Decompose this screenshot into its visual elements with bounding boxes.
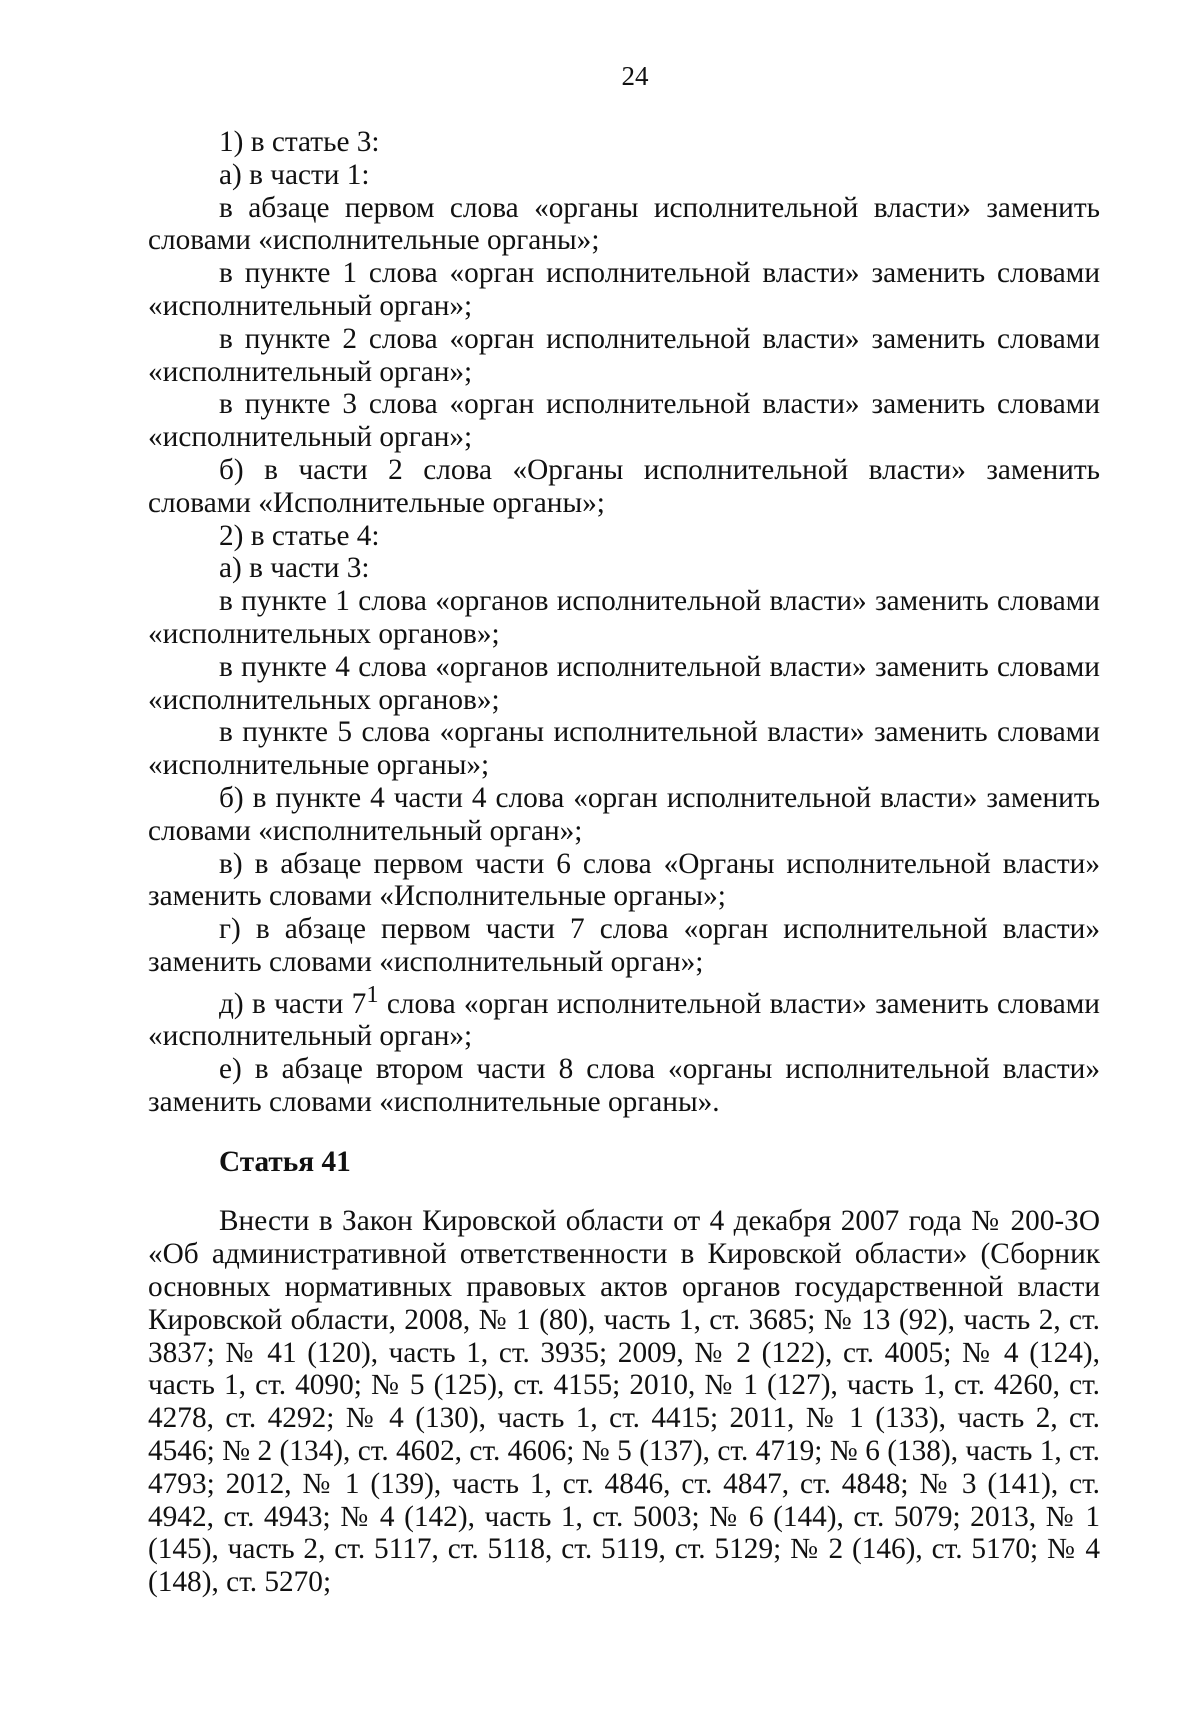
paragraph-d xyxy=(148,979,1100,1053)
paragraph: 2) в статье 4: xyxy=(219,519,380,552)
paragraph: в пункте 1 слова «орган исполнительной власти» заменить словами «исполнительный орган»; xyxy=(148,257,1100,322)
paragraph: в пункте 2 слова «орган исполнительной власти» заменить словами «исполнительный орган»; xyxy=(148,322,1100,388)
article-heading: Статья 41 xyxy=(219,1145,351,1178)
paragraph: в пункте 5 слова «органы исполнительной власти» заменить словами «исполнительные органы»; xyxy=(148,716,1100,782)
paragraph: в абзаце первом слова «органы исполнительной власти» заменить словами «исполнительные органы»; xyxy=(148,191,1100,257)
paragraph: в) в абзаце первом части 6 слова «Органы исполнительной власти» заменить словами «Исполнительные органы»; xyxy=(148,847,1100,913)
paragraph: а) в части 3: xyxy=(219,552,370,585)
paragraph: б) в пункте 4 части 4 слова «орган исполнительной власти» заменить словами «исполнительный орган»; xyxy=(148,781,1100,847)
paragraph: 1) в статье 3: xyxy=(219,126,380,158)
paragraph: а) в части 1: xyxy=(219,158,370,191)
paragraph: в пункте 3 слова «орган исполнительной власти» заменить словами «исполнительный орган»; xyxy=(148,388,1100,454)
paragraph: б) в части 2 слова «Органы исполнительной власти» заменить словами «Исполнительные органы»; xyxy=(148,453,1100,519)
paragraph: в пункте 1 слова «органов исполнительной власти» заменить словами «исполнительных органов»; xyxy=(148,585,1100,650)
paragraph: г) в абзаце первом части 7 слова «орган исполнительной власти» заменить словами «исполнительный орган»; xyxy=(148,913,1100,978)
superscript: 1 xyxy=(366,980,379,1008)
page-number: 24 xyxy=(621,61,649,91)
document-body xyxy=(148,126,1100,1599)
paragraph: е) в абзаце втором части 8 слова «органы исполнительной власти» заменить словами «исполнительные органы». xyxy=(148,1053,1100,1118)
paragraph-d-text: д) в части 7 xyxy=(219,987,367,1020)
paragraph: в пункте 4 слова «органов исполнительной власти» заменить словами «исполнительных органов»; xyxy=(148,650,1100,716)
article-text: Внести в Закон Кировской области от 4 декабря 2007 года № 200-ЗО «Об административной ответственности в Кировской области» (Сборник основных нормативных правовых актов органов государственной власти Кировской области, 2008, № 1 (80), часть 1, ст. 3685; № 13 (92), часть 2, ст. 3837; № 41 (120), часть 1, ст. 3935; 2009, № 2 (122), ст. 4005; № 4 (124), часть 1, ст. 4090; № 5 (125), ст. 4155; 2010, № 1 (127), часть 1, ст. 4260, ст. 4278, ст. 4292; № 4 (130), часть 1, ст. 4415; 2011, № 1 (133), часть 2, ст. 4546; № 2 (134), ст. 4602, ст. 4606; № 5 (137), ст. 4719; № 6 (138), часть 1, ст. 4793; 2012, № 1 (139), часть 1, ст. 4846, ст. 4847, ст. 4848; № 3 (141), ст. 4942, ст. 4943; № 4 (142), часть 1, ст. 5003; № 6 (144), ст. 5079; 2013, № 1 (145), часть 2, ст. 5117, ст. 5118, ст. 5119, ст. 5129; № 2 (146), ст. 5170; № 4 (148), ст. 5270; xyxy=(148,1205,1100,1599)
paragraph-d-text-rest: слова «орган исполнительной власти» заменить словами «исполнительный орган»; xyxy=(148,987,1100,1053)
